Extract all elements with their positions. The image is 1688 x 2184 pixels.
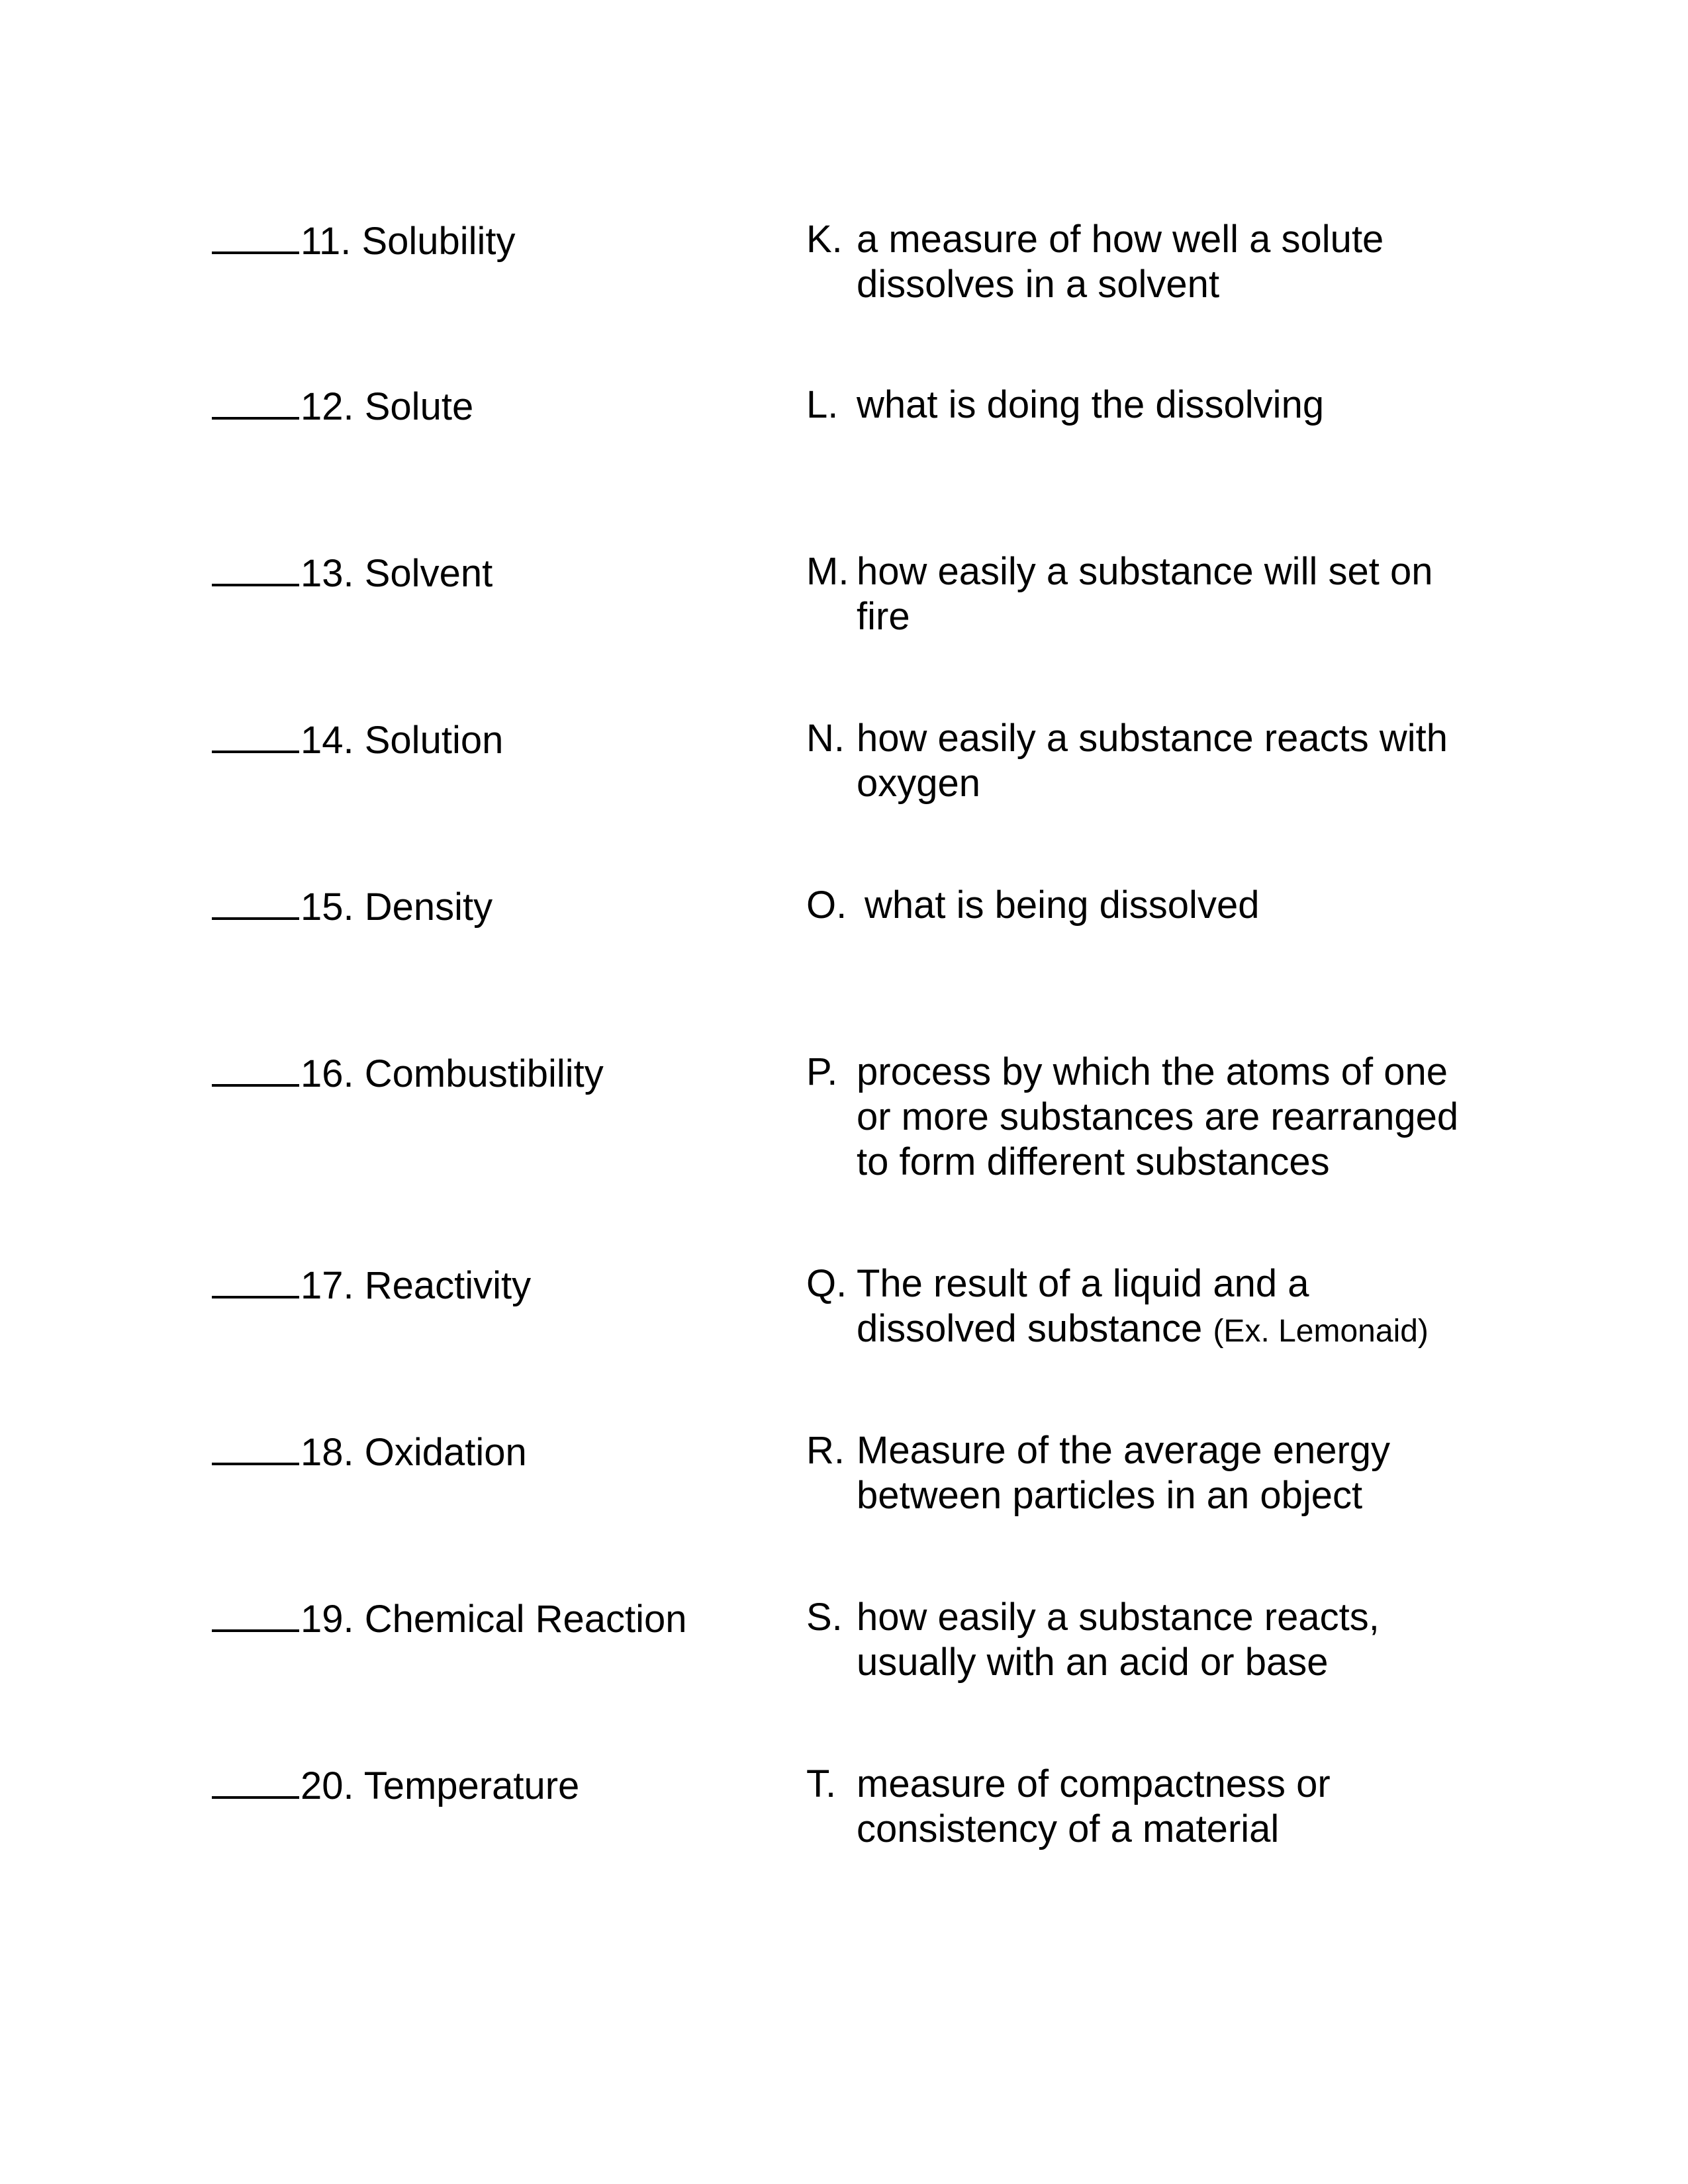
answer-blank-12[interactable] <box>212 383 299 420</box>
term-16 <box>212 1050 604 1097</box>
definition-text-r: Measure of the average energy between particles in an object <box>857 1429 1391 1517</box>
definition-text-l: what is doing the dissolving <box>857 383 1325 426</box>
definition-text-t: measure of compactness or consistency of a material <box>857 1762 1331 1850</box>
definition-l <box>806 383 1534 428</box>
definition-letter-n: N. <box>806 717 845 760</box>
definition-letter-q: Q. <box>806 1262 847 1305</box>
answer-blank-19[interactable] <box>212 1595 299 1632</box>
answer-blank-18[interactable] <box>212 1428 299 1465</box>
definition-text-p: process by which the atoms of one or more substances are rearranged to form different substances <box>857 1050 1459 1183</box>
definition-letter-m: M. <box>806 550 849 593</box>
term-14 <box>212 716 503 763</box>
answer-blank-16[interactable] <box>212 1050 299 1087</box>
term-label-11: 11. Solubility <box>301 220 516 263</box>
definition-letter-r: R. <box>806 1429 845 1472</box>
definition-letter-t: T. <box>806 1762 837 1805</box>
answer-blank-17[interactable] <box>212 1261 299 1298</box>
term-label-15: 15. Density <box>301 886 493 929</box>
definition-n <box>806 716 1534 806</box>
definition-text-s: how easily a substance reacts, usually with an acid or base <box>857 1596 1380 1684</box>
term-label-16: 16. Combustibility <box>301 1052 604 1095</box>
definition-letter-p: P. <box>806 1050 838 1093</box>
definition-q <box>806 1261 1534 1354</box>
definition-o <box>806 883 1534 928</box>
term-13 <box>212 549 492 596</box>
definition-p <box>806 1050 1534 1185</box>
term-17 <box>212 1261 531 1308</box>
term-label-19: 19. Chemical Reaction <box>301 1598 687 1641</box>
definition-text-q: The result of a liquid and a dissolved substance <box>857 1262 1309 1350</box>
answer-blank-20[interactable] <box>212 1762 299 1799</box>
term-11 <box>212 217 516 264</box>
answer-blank-11[interactable] <box>212 217 299 254</box>
term-19 <box>212 1595 687 1642</box>
term-15 <box>212 883 492 930</box>
definition-note-q: (Ex. Lemonaid) <box>1213 1314 1429 1349</box>
answer-blank-13[interactable] <box>212 549 299 586</box>
term-label-17: 17. Reactivity <box>301 1264 532 1307</box>
term-18 <box>212 1428 527 1475</box>
definition-k <box>806 217 1534 307</box>
definition-text-n: how easily a substance reacts with oxygen <box>857 717 1448 805</box>
definition-m <box>806 549 1534 639</box>
term-12 <box>212 383 473 430</box>
definition-s <box>806 1595 1534 1685</box>
definition-letter-s: S. <box>806 1596 843 1639</box>
term-20 <box>212 1762 579 1809</box>
definition-text-k: a measure of how well a solute dissolves in a solvent <box>857 218 1384 306</box>
definition-t <box>806 1762 1534 1852</box>
answer-blank-15[interactable] <box>212 883 299 920</box>
definition-text-m: how easily a substance will set on fire <box>857 550 1433 638</box>
term-label-20: 20. Temperature <box>301 1764 580 1807</box>
answer-blank-14[interactable] <box>212 716 299 753</box>
term-label-12: 12. Solute <box>301 385 474 428</box>
term-label-14: 14. Solution <box>301 719 504 762</box>
definition-letter-o: O. <box>806 884 847 927</box>
term-label-13: 13. Solvent <box>301 552 493 595</box>
definition-letter-k: K. <box>806 218 843 261</box>
term-label-18: 18. Oxidation <box>301 1431 527 1474</box>
definition-letter-l: L. <box>806 383 839 426</box>
definition-text-o: what is being dissolved <box>865 884 1260 927</box>
definition-r <box>806 1428 1534 1518</box>
